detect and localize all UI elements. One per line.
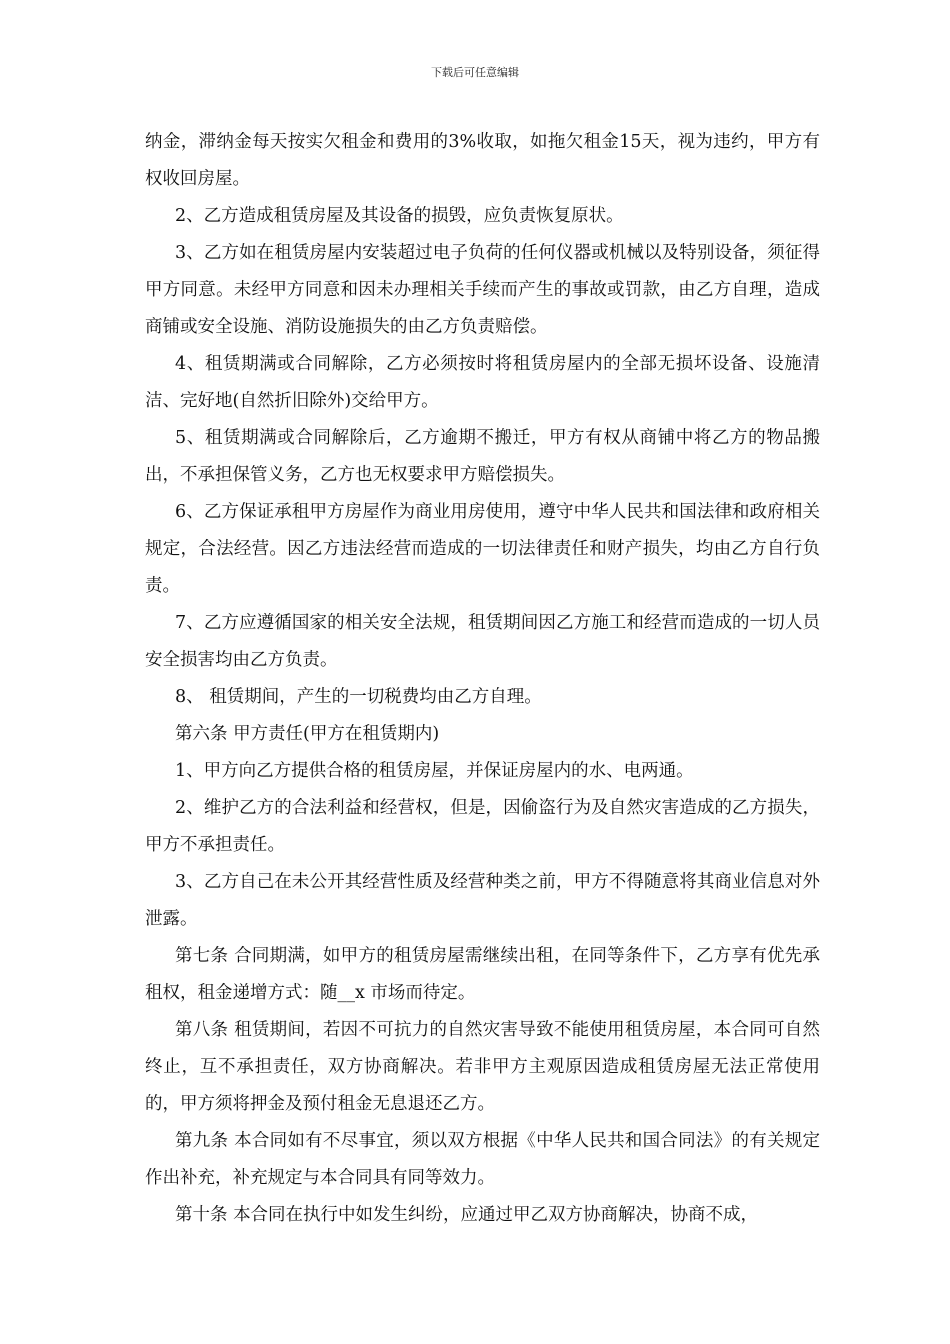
paragraph: 第十条 本合同在执行中如发生纠纷，应通过甲乙双方协商解决，协商不成， bbox=[175, 1205, 759, 1225]
paragraph: 2、维护乙方的合法利益和经营权，但是，因偷盗行为及自然灾害造成的乙方损失，甲方不承担责任。 bbox=[145, 798, 820, 855]
header-note: 下载后可任意编辑 bbox=[431, 66, 519, 79]
paragraph: 3、乙方如在租赁房屋内安装超过电子负荷的任何仪器或机械以及特别设备，须征得甲方同意。未经甲方同意和因未办理相关手续而产生的事故或罚款，由乙方自理，造成商铺或安全设施、消防设施损失的由乙方负责赔偿。 bbox=[145, 243, 820, 337]
paragraph: 3、乙方自己在未公开其经营性质及经营种类之前，甲方不得随意将其商业信息对外泄露。 bbox=[145, 872, 820, 929]
document-body bbox=[145, 124, 820, 1234]
paragraph: 6、乙方保证承租甲方房屋作为商业用房使用，遵守中华人民共和国法律和政府相关规定，合法经营。因乙方违法经营而造成的一切法律责任和财产损失，均由乙方自行负责。 bbox=[145, 502, 820, 596]
section-heading: 第六条 甲方责任(甲方在租赁期内) bbox=[175, 724, 440, 744]
paragraph: 纳金，滞纳金每天按实欠租金和费用的3%收取，如拖欠租金15天，视为违约，甲方有权收回房屋。 bbox=[145, 132, 820, 189]
paragraph: 8、 租赁期间，产生的一切税费均由乙方自理。 bbox=[175, 687, 542, 707]
paragraph: 4、租赁期满或合同解除，乙方必须按时将租赁房屋内的全部无损坏设备、设施清洁、完好地(自然折旧除外)交给甲方。 bbox=[145, 354, 820, 411]
paragraph: 1、甲方向乙方提供合格的租赁房屋，并保证房屋内的水、电两通。 bbox=[175, 761, 694, 781]
paragraph: 第七条 合同期满，如甲方的租赁房屋需继续出租，在同等条件下，乙方享有优先承租权，租金递增方式：随__x 市场而待定。 bbox=[145, 946, 820, 1003]
paragraph: 第八条 租赁期间，若因不可抗力的自然灾害导致不能使用租赁房屋，本合同可自然终止，互不承担责任，双方协商解决。若非甲方主观原因造成租赁房屋无法正常使用的，甲方须将押金及预付租金无息退还乙方。 bbox=[145, 1020, 820, 1114]
paragraph: 7、乙方应遵循国家的相关安全法规，租赁期间因乙方施工和经营而造成的一切人员安全损害均由乙方负责。 bbox=[145, 613, 820, 670]
paragraph: 2、乙方造成租赁房屋及其设备的损毁，应负责恢复原状。 bbox=[175, 206, 624, 226]
page-header bbox=[0, 66, 950, 80]
paragraph: 5、租赁期满或合同解除后，乙方逾期不搬迁，甲方有权从商铺中将乙方的物品搬出，不承担保管义务，乙方也无权要求甲方赔偿损失。 bbox=[145, 428, 820, 485]
paragraph: 第九条 本合同如有不尽事宜，须以双方根据《中华人民共和国合同法》的有关规定作出补充，补充规定与本合同具有同等效力。 bbox=[145, 1131, 820, 1188]
